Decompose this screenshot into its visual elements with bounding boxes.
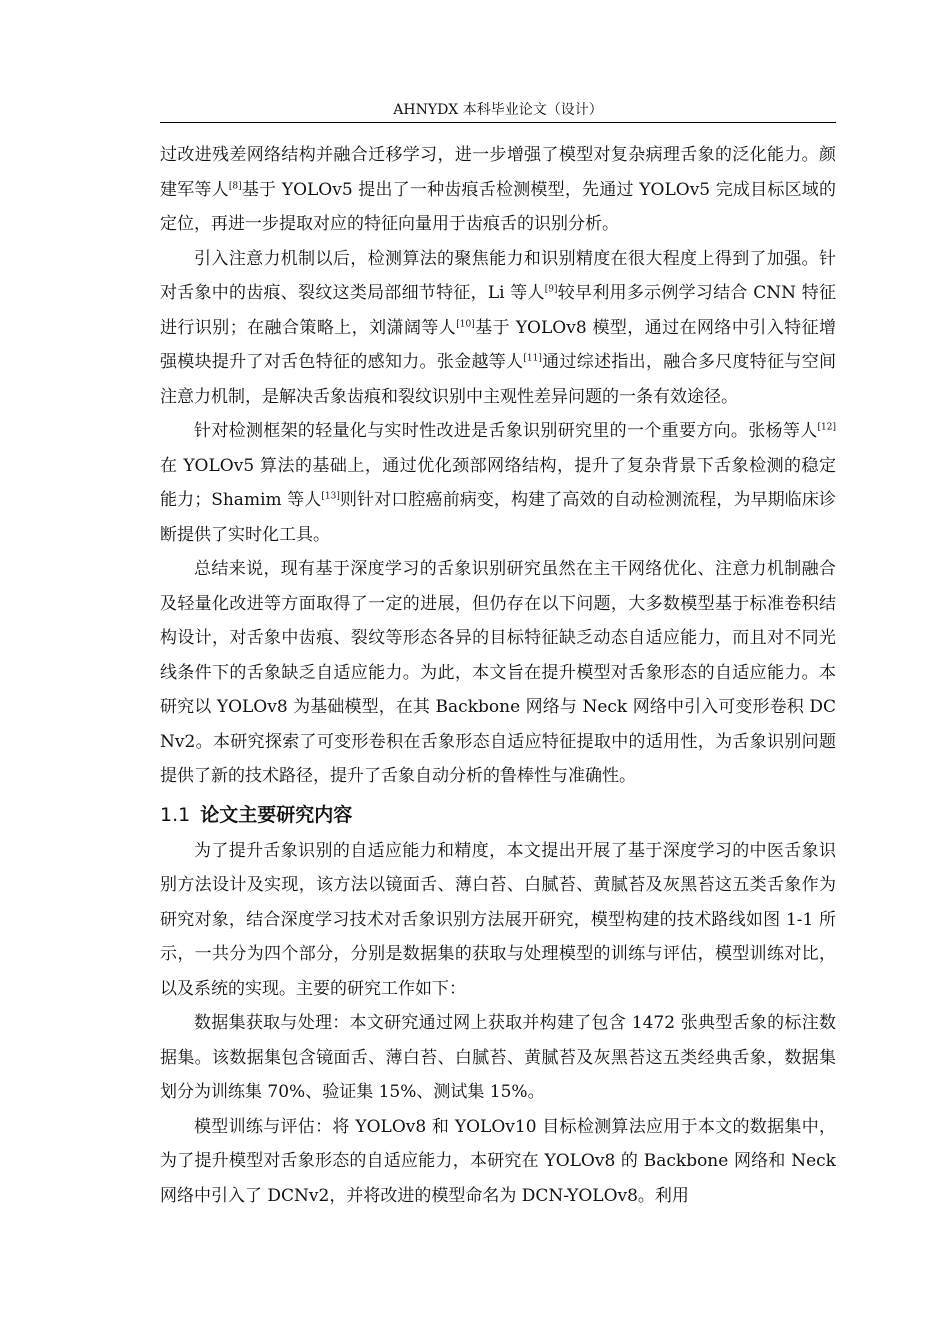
- paragraph-text: 针对检测框架的轻量化与实时性改进是舌象识别研究里的一个重要方向。张杨等人: [194, 421, 818, 441]
- citation-marker: [9]: [544, 284, 558, 295]
- citation-marker: [13]: [321, 491, 340, 502]
- paragraph: [160, 414, 836, 552]
- paragraph: [160, 1006, 836, 1110]
- citation-marker: [8]: [228, 180, 242, 191]
- paragraph: [160, 834, 836, 1007]
- citation-marker: [11]: [523, 353, 542, 364]
- paragraph-text: 数据集获取与处理：本文研究通过网上获取并构建了包含 1472 张典型舌象的标注数据集。该数据集包含镜面舌、薄白苔、白腻苔、黄腻苔及灰黑苔这五类经典舌象，数据集划分为训练集 70%、验证集 15%、测试集 15%。: [160, 1013, 836, 1102]
- paragraph-text: 总结来说，现有基于深度学习的舌象识别研究虽然在主干网络优化、注意力机制融合及轻量化改进等方面取得了一定的进展，但仍存在以下问题，大多数模型基于标准卷积结构设计，对舌象中齿痕、裂纹等形态各异的目标特征缺乏动态自适应能力，而且对不同光线条件下的舌象缺乏自适应能力。为此，本文旨在提升模型对舌象形态的自适应能力。本研究以 YOLOv8 为基础模型，在其 Backbone 网络与 Neck 网络中引入可变形卷积 DCNv2。本研究探索了可变形卷积在舌象形态自适应特征提取中的适用性，为舌象识别问题提供了新的技术路径，提升了舌象自动分析的鲁棒性与准确性。: [160, 559, 836, 786]
- citation-marker: [12]: [817, 422, 836, 433]
- intro-paragraphs: [160, 138, 836, 794]
- section-number: 1.1: [160, 803, 191, 826]
- research-content-paragraphs: [160, 834, 836, 1214]
- paragraph: [160, 1110, 836, 1214]
- paragraph-text: 模型训练与评估：将 YOLOv8 和 YOLOv10 目标检测算法应用于本文的数据集中，为了提升模型对舌象形态的自适应能力，本研究在 YOLOv8 的 Backbone 网络和 Neck 网络中引入了 DCNv2，并将改进的模型命名为 DCN-YOLOv8。利用: [160, 1116, 836, 1206]
- body-text: [160, 138, 836, 1213]
- paragraph-text: 则针对口腔癌前病变，构建了高效的自动检测流程，为早期临床诊断提供了实时化工具。: [160, 490, 837, 545]
- running-header: AHNYDX 本科毕业论文（设计）: [393, 102, 603, 118]
- citation-marker: [10]: [456, 318, 475, 329]
- paragraph-text: 基于 YOLOv8 模型，通过在网络中引入特征增强模块提升了对舌色特征的感知力。张金越等人: [160, 317, 836, 372]
- paragraph-text: 过改进残差网络结构并融合迁移学习，进一步增强了模型对复杂病理舌象的泛化能力。颜建军等人: [160, 145, 836, 200]
- paragraph: [160, 242, 836, 415]
- paragraph-text: 较早利用多示例学习结合 CNN 特征进行识别；在融合策略上，刘潇阔等人: [160, 283, 836, 338]
- paragraph: [160, 552, 836, 794]
- paragraph-text: 基于 YOLOv5 提出了一种齿痕舌检测模型，先通过 YOLOv5 完成目标区域的定位，再进一步提取对应的特征向量用于齿痕舌的识别分析。: [160, 179, 837, 234]
- paragraph-text: 引入注意力机制以后，检测算法的聚焦能力和识别精度在很大程度上得到了加强。针对舌象中的齿痕、裂纹这类局部细节特征，Li 等人: [160, 248, 836, 303]
- paragraph-text: 在 YOLOv5 算法的基础上，通过优化颈部网络结构，提升了复杂背景下舌象检测的稳定能力；Shamim 等人: [160, 455, 836, 510]
- section-heading: [160, 796, 836, 834]
- paragraph-text: 通过综述指出，融合多尺度特征与空间注意力机制，是解决舌象齿痕和裂纹识别中主观性差异问题的一条有效途径。: [160, 352, 837, 407]
- section-title: 论文主要研究内容: [200, 803, 353, 826]
- header-rule: [160, 122, 836, 123]
- paragraph: [160, 138, 836, 242]
- paragraph-text: 为了提升舌象识别的自适应能力和精度，本文提出开展了基于深度学习的中医舌象识别方法设计及实现，该方法以镜面舌、薄白苔、白腻苔、黄腻苔及灰黑苔这五类舌象作为研究对象，结合深度学习技术对舌象识别方法展开研究，模型构建的技术路线如图 1-1 所示，一共分为四个部分，分别是数据集的获取与处理模型的训练与评估，模型训练对比，以及系统的实现。主要的研究工作如下：: [160, 840, 836, 999]
